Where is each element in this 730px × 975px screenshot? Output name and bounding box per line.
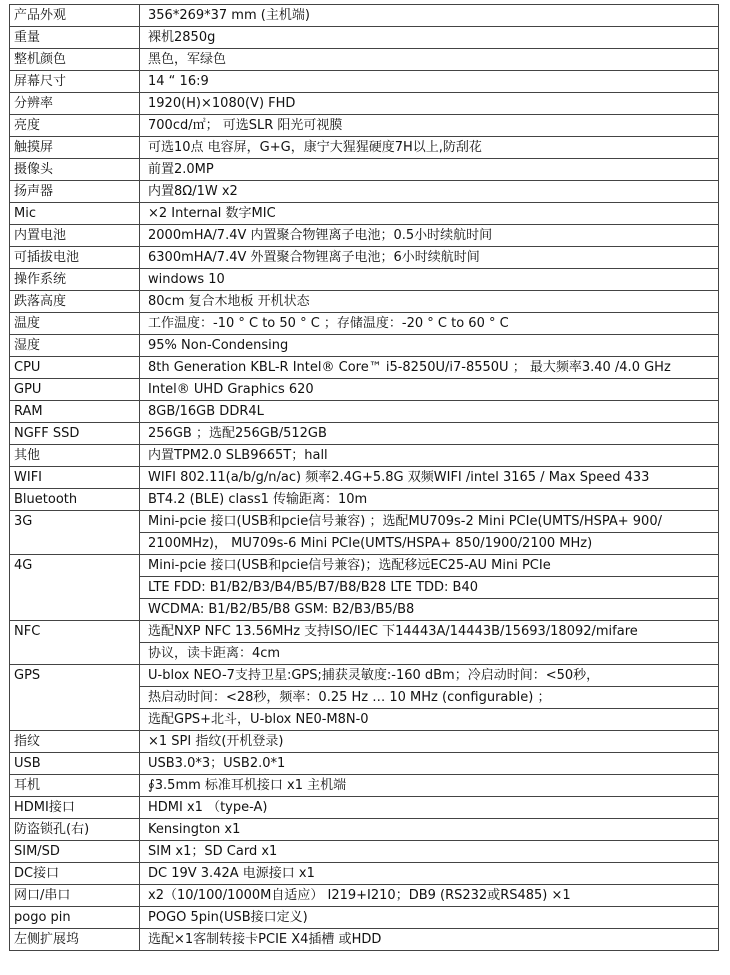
spec-value: windows 10 bbox=[148, 272, 225, 287]
spec-value-cell bbox=[140, 225, 719, 247]
spec-row bbox=[10, 907, 719, 929]
spec-value: 选配GPS+北斗，U-blox NE0-M8N-0 bbox=[140, 708, 718, 730]
spec-value-cell bbox=[140, 335, 719, 357]
spec-label: 跌落高度 bbox=[10, 291, 140, 313]
spec-table bbox=[9, 4, 719, 951]
spec-label: Mic bbox=[10, 203, 140, 225]
spec-row bbox=[10, 159, 719, 181]
spec-value: 80cm 复合木地板 开机状态 bbox=[148, 294, 310, 309]
spec-label: SIM/SD bbox=[10, 841, 140, 863]
spec-row bbox=[10, 291, 719, 313]
spec-label: 触摸屏 bbox=[10, 137, 140, 159]
spec-value: ×1 SPI 指纹(开机登录) bbox=[148, 734, 284, 749]
spec-value: Kensington x1 bbox=[148, 822, 241, 837]
spec-value: WCDMA: B1/B2/B5/B8 GSM: B2/B3/B5/B8 bbox=[140, 598, 718, 620]
spec-row bbox=[10, 269, 719, 291]
spec-value: 95% Non-Condensing bbox=[148, 338, 289, 353]
spec-row bbox=[10, 665, 719, 731]
spec-label: 湿度 bbox=[10, 335, 140, 357]
spec-value: 内置TPM2.0 SLB9665T；hall bbox=[148, 448, 328, 463]
spec-value: 前置2.0MP bbox=[148, 162, 214, 177]
spec-label: 操作系统 bbox=[10, 269, 140, 291]
spec-value: HDMI x1 （type-A) bbox=[148, 800, 268, 815]
spec-row bbox=[10, 731, 719, 753]
spec-label: USB bbox=[10, 753, 140, 775]
spec-value: U-blox NEO-7支持卫星:GPS;捕获灵敏度:-160 dBm；冷启动时间：<50秒， bbox=[148, 668, 600, 683]
spec-value: 256GB ；选配256GB/512GB bbox=[148, 426, 327, 441]
spec-table-body bbox=[10, 5, 719, 951]
spec-value: Intel® UHD Graphics 620 bbox=[148, 382, 314, 397]
spec-label: Bluetooth bbox=[10, 489, 140, 511]
spec-value-cell bbox=[140, 269, 719, 291]
spec-label: NFC bbox=[10, 621, 140, 665]
spec-value-cell bbox=[140, 775, 719, 797]
spec-value-cell bbox=[140, 379, 719, 401]
spec-row bbox=[10, 841, 719, 863]
spec-row bbox=[10, 797, 719, 819]
spec-value: BT4.2 (BLE) class1 传输距离：10m bbox=[148, 492, 368, 507]
spec-row bbox=[10, 357, 719, 379]
spec-label: 可插拔电池 bbox=[10, 247, 140, 269]
spec-value: USB3.0*3；USB2.0*1 bbox=[148, 756, 286, 771]
spec-label: DC接口 bbox=[10, 863, 140, 885]
spec-value: ∮3.5mm 标准耳机接口 x1 主机端 bbox=[148, 778, 347, 793]
spec-label: 亮度 bbox=[10, 115, 140, 137]
spec-label: 扬声器 bbox=[10, 181, 140, 203]
spec-value: 8th Generation KBL-R Intel® Core™ i5-8250U/i7-8550U ； 最大频率3.40 /4.0 GHz bbox=[148, 360, 671, 375]
spec-value: x2（10/100/1000M自适应） I219+I210；DB9 (RS232或RS485) ×1 bbox=[148, 888, 571, 903]
spec-value: 工作温度：-10 ° C to 50 ° C ；存储温度：-20 ° C to 60 ° C bbox=[148, 316, 509, 331]
spec-value-cell bbox=[140, 5, 719, 27]
spec-label: 左侧扩展坞 bbox=[10, 929, 140, 951]
spec-value-cell bbox=[140, 511, 719, 555]
spec-label: 产品外观 bbox=[10, 5, 140, 27]
spec-label: 摄像头 bbox=[10, 159, 140, 181]
spec-row bbox=[10, 49, 719, 71]
spec-value-cell bbox=[140, 467, 719, 489]
spec-value-cell bbox=[140, 247, 719, 269]
spec-value-cell bbox=[140, 49, 719, 71]
spec-row bbox=[10, 203, 719, 225]
spec-row bbox=[10, 489, 719, 511]
spec-label: 内置电池 bbox=[10, 225, 140, 247]
spec-label: 指纹 bbox=[10, 731, 140, 753]
spec-row bbox=[10, 93, 719, 115]
spec-value: 裸机2850g bbox=[148, 30, 216, 45]
spec-row bbox=[10, 555, 719, 621]
spec-label: HDMI接口 bbox=[10, 797, 140, 819]
spec-value: 协议，读卡距离：4cm bbox=[140, 642, 718, 664]
spec-label: GPU bbox=[10, 379, 140, 401]
spec-label: 其他 bbox=[10, 445, 140, 467]
spec-value-cell bbox=[140, 423, 719, 445]
spec-value-cell bbox=[140, 555, 719, 621]
spec-value-cell bbox=[140, 907, 719, 929]
spec-value: 6300mHA/7.4V 外置聚合物锂离子电池；6小时续航时间 bbox=[148, 250, 480, 265]
spec-value-cell bbox=[140, 27, 719, 49]
spec-row bbox=[10, 401, 719, 423]
spec-row bbox=[10, 27, 719, 49]
spec-value: 700cd/㎡； 可选SLR 阳光可视膜 bbox=[148, 118, 343, 133]
spec-row bbox=[10, 313, 719, 335]
spec-value-cell bbox=[140, 885, 719, 907]
spec-label: 屏幕尺寸 bbox=[10, 71, 140, 93]
spec-row bbox=[10, 225, 719, 247]
spec-value-cell bbox=[140, 863, 719, 885]
spec-value: 选配NXP NFC 13.56MHz 支持ISO/IEC 下14443A/14443B/15693/18092/mifare bbox=[148, 624, 638, 639]
spec-value: SIM x1；SD Card x1 bbox=[148, 844, 278, 859]
spec-value: 1920(H)×1080(V) FHD bbox=[148, 96, 296, 111]
spec-label: WIFI bbox=[10, 467, 140, 489]
spec-value-cell bbox=[140, 819, 719, 841]
spec-row bbox=[10, 753, 719, 775]
spec-value-cell bbox=[140, 71, 719, 93]
spec-value-cell bbox=[140, 115, 719, 137]
spec-value-cell bbox=[140, 731, 719, 753]
spec-row bbox=[10, 71, 719, 93]
spec-value-cell bbox=[140, 841, 719, 863]
spec-label: RAM bbox=[10, 401, 140, 423]
spec-value: 2100MHz)， MU709s-6 Mini PCIe(UMTS/HSPA+ 850/1900/2100 MHz) bbox=[140, 532, 718, 554]
spec-row bbox=[10, 247, 719, 269]
spec-value: 14 “ 16:9 bbox=[148, 74, 209, 89]
spec-row bbox=[10, 863, 719, 885]
spec-value-cell bbox=[140, 159, 719, 181]
spec-row bbox=[10, 621, 719, 665]
spec-row bbox=[10, 335, 719, 357]
spec-value-cell bbox=[140, 621, 719, 665]
spec-value-cell bbox=[140, 203, 719, 225]
spec-row bbox=[10, 137, 719, 159]
spec-row bbox=[10, 115, 719, 137]
spec-value: 内置8Ω/1W x2 bbox=[148, 184, 238, 199]
spec-row bbox=[10, 181, 719, 203]
spec-value: 选配×1客制转接卡PCIE X4插槽 或HDD bbox=[148, 932, 382, 947]
spec-value: 8GB/16GB DDR4L bbox=[148, 404, 264, 419]
spec-value-cell bbox=[140, 181, 719, 203]
spec-value-cell bbox=[140, 797, 719, 819]
spec-value-cell bbox=[140, 665, 719, 731]
spec-label: 网口/串口 bbox=[10, 885, 140, 907]
spec-value-cell bbox=[140, 291, 719, 313]
spec-value-cell bbox=[140, 93, 719, 115]
spec-label: CPU bbox=[10, 357, 140, 379]
spec-value-cell bbox=[140, 753, 719, 775]
spec-value: 黑色，军绿色 bbox=[148, 52, 227, 67]
spec-value-cell bbox=[140, 357, 719, 379]
spec-label: 耳机 bbox=[10, 775, 140, 797]
spec-value-cell bbox=[140, 929, 719, 951]
spec-value: DC 19V 3.42A 电源接口 x1 bbox=[148, 866, 315, 881]
spec-value: Mini-pcie 接口(USB和pcie信号兼容)；选配移远EC25-AU Mini PCIe bbox=[148, 558, 551, 573]
spec-value: 热启动时间：<28秒，频率：0.25 Hz … 10 MHz (configurable) ； bbox=[140, 686, 718, 708]
spec-row bbox=[10, 379, 719, 401]
spec-label: 重量 bbox=[10, 27, 140, 49]
spec-label: NGFF SSD bbox=[10, 423, 140, 445]
spec-value-cell bbox=[140, 489, 719, 511]
spec-label: 整机颜色 bbox=[10, 49, 140, 71]
spec-value: LTE FDD: B1/B2/B3/B4/B5/B7/B8/B28 LTE TDD: B40 bbox=[140, 576, 718, 598]
spec-value-cell bbox=[140, 401, 719, 423]
spec-value: Mini-pcie 接口(USB和pcie信号兼容) ；选配MU709s-2 Mini PCIe(UMTS/HSPA+ 900/ bbox=[148, 514, 662, 529]
spec-row bbox=[10, 819, 719, 841]
spec-row bbox=[10, 5, 719, 27]
spec-value-cell bbox=[140, 137, 719, 159]
spec-value-cell bbox=[140, 313, 719, 335]
spec-value: 2000mHA/7.4V 内置聚合物锂离子电池；0.5小时续航时间 bbox=[148, 228, 493, 243]
spec-label: 分辨率 bbox=[10, 93, 140, 115]
spec-label: pogo pin bbox=[10, 907, 140, 929]
spec-label: 温度 bbox=[10, 313, 140, 335]
spec-row bbox=[10, 445, 719, 467]
spec-row bbox=[10, 775, 719, 797]
spec-value: 可选10点 电容屏，G+G，康宁大猩猩硬度7H以上,防刮花 bbox=[148, 140, 482, 155]
spec-row bbox=[10, 467, 719, 489]
spec-value: POGO 5pin(USB接口定义) bbox=[148, 910, 308, 925]
spec-value-cell bbox=[140, 445, 719, 467]
spec-value: 356*269*37 mm (主机端) bbox=[148, 8, 310, 23]
spec-value: WIFI 802.11(a/b/g/n/ac) 频率2.4G+5.8G 双频WIFI /intel 3165 / Max Speed 433 bbox=[148, 470, 650, 485]
spec-label: 4G bbox=[10, 555, 140, 621]
spec-row bbox=[10, 885, 719, 907]
spec-row bbox=[10, 423, 719, 445]
spec-label: 防盗锁孔(右) bbox=[10, 819, 140, 841]
spec-label: 3G bbox=[10, 511, 140, 555]
spec-row bbox=[10, 511, 719, 555]
spec-row bbox=[10, 929, 719, 951]
spec-value: ×2 Internal 数字MIC bbox=[148, 206, 276, 221]
spec-label: GPS bbox=[10, 665, 140, 731]
